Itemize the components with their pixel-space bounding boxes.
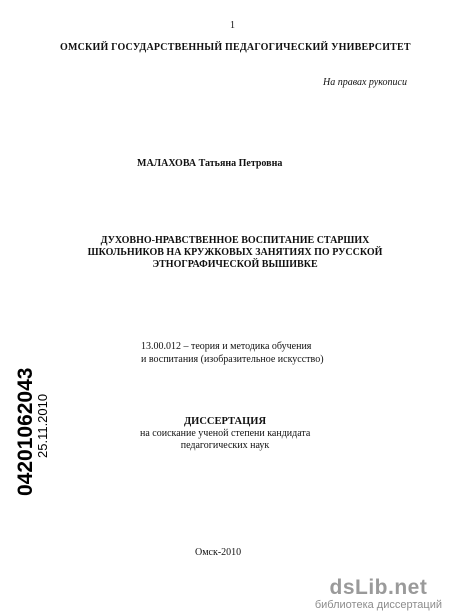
watermark-tagline: библиотека диссертаций: [314, 599, 442, 611]
degree-line: педагогических наук: [180, 440, 270, 451]
title-line: ЭТНОГРАФИЧЕСКОЙ ВЫШИВКЕ: [152, 259, 318, 270]
title-line: ДУХОВНО-НРАВСТВЕННОЕ ВОСПИТАНИЕ СТАРШИХ: [100, 235, 370, 246]
dissertation-heading: ДИССЕРТАЦИЯ: [183, 416, 267, 427]
dissertation-block: [140, 416, 310, 452]
specialty-line: 13.00.012 – теория и методика обучения: [141, 341, 312, 352]
title-line: ШКОЛЬНИКОВ НА КРУЖКОВЫХ ЗАНЯТИЯХ ПО РУССКОЙ: [87, 247, 383, 258]
watermark: [315, 577, 442, 611]
city-year: Омск-2010: [195, 547, 242, 558]
page-number: 1: [230, 20, 235, 31]
stamp-date: 25.11.2010: [35, 393, 50, 458]
dissertation-title: [70, 235, 400, 271]
author-name: МАЛАХОВА Татьяна Петровна: [137, 158, 283, 169]
manuscript-rights-note: На правах рукописи: [323, 77, 407, 88]
specialty-code: [141, 340, 324, 366]
stamp-code: 04201062043: [14, 367, 37, 496]
specialty-line: и воспитания (изобразительное искусство): [141, 354, 324, 365]
university-name: ОМСКИЙ ГОСУДАРСТВЕННЫЙ ПЕДАГОГИЧЕСКИЙ УНИВЕРСИТЕТ: [60, 42, 411, 53]
library-stamp: [10, 360, 50, 500]
watermark-logo: dsLib.net: [329, 576, 428, 599]
stamp-svg: [10, 360, 50, 500]
degree-line: на соискание ученой степени кандидата: [140, 428, 311, 439]
